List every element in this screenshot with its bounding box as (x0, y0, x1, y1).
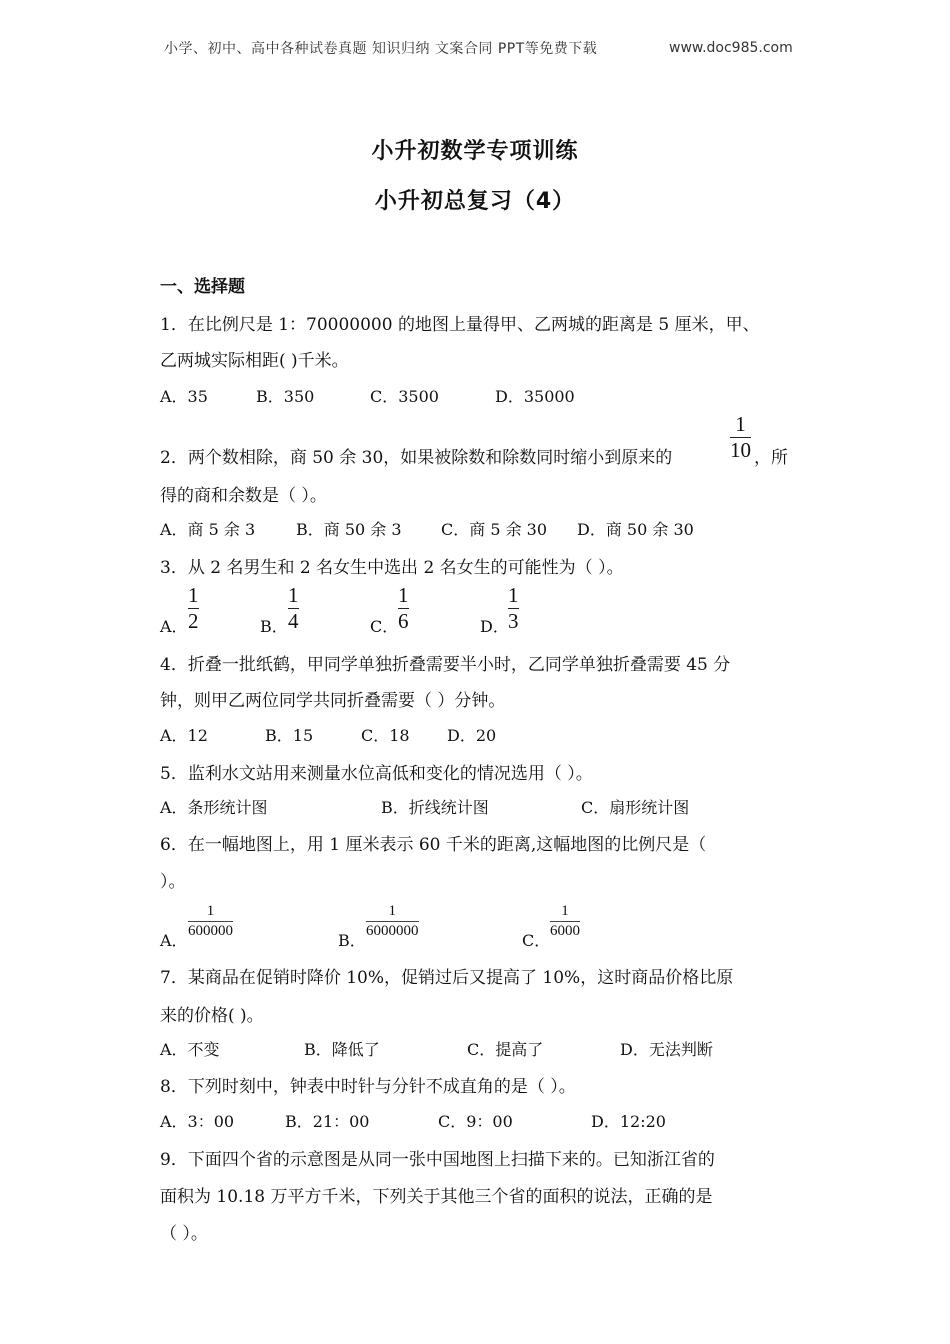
q2-option-c: C．商 5 余 30 (441, 520, 548, 539)
q4-text-line1: 4．折叠一批纸鹤，甲同学单独折叠需要半小时，乙同学单独折叠需要 45 分 (160, 655, 731, 675)
document-title: 小升初数学专项训练 (371, 139, 579, 164)
q1-text-line2: 乙两城实际相距( )千米。 (160, 351, 349, 371)
q7-text-line1: 7．某商品在促销时降价 10%，促销过后又提高了 10%，这时商品价格比原 (160, 968, 734, 988)
q2-option-d: D．商 50 余 30 (577, 520, 694, 539)
q7-option-d: D．无法判断 (620, 1040, 713, 1059)
q4-option-a: A．12 (160, 726, 208, 745)
q5-text-line1: 5．监利水文站用来测量水位高低和变化的情况选用（ ）。 (160, 764, 593, 784)
fraction-numerator: 1 (388, 903, 396, 919)
fraction-bar (366, 921, 419, 922)
q6-option-a-label: A． (160, 931, 188, 950)
q1-option-d: D．35000 (495, 387, 575, 406)
q7-option-a: A．不变 (160, 1040, 220, 1059)
q2-text-line1a: 2．两个数相除，商 50 余 30，如果被除数和除数同时缩小到原来的 (160, 448, 673, 468)
q8-option-a: A．3：00 (160, 1112, 235, 1131)
q6-option-b-fraction (366, 904, 419, 939)
q2-text-line1b: ，所 (754, 448, 788, 468)
fraction-denominator: 6 (398, 609, 409, 633)
q9-text-line1: 9．下面四个省的示意图是从同一张中国地图上扫描下来的。已知浙江省的 (160, 1150, 715, 1170)
q4-option-b: B．15 (265, 726, 314, 745)
section-heading: 一、选择题 (160, 277, 245, 297)
q6-text-line2: ）。 (160, 872, 186, 892)
q6-option-c-label: C． (522, 931, 551, 950)
q8-text-line1: 8．下列时刻中，钟表中时针与分针不成直角的是（ ）。 (160, 1077, 576, 1097)
q1-option-c: C．3500 (370, 387, 439, 406)
document-subtitle: 小升初总复习（4） (374, 189, 576, 214)
fraction-numerator: 1 (188, 583, 199, 607)
q5-option-b: B．折线统计图 (381, 798, 489, 817)
q5-option-a: A．条形统计图 (160, 798, 268, 817)
q3-option-d-fraction (508, 585, 519, 632)
fraction-denominator: 2 (188, 609, 199, 633)
page-header-site: www.doc985.com (669, 40, 793, 56)
fraction-numerator: 1 (288, 583, 299, 607)
fraction-numerator: 1 (398, 583, 409, 607)
q5-option-c: C．扇形统计图 (581, 798, 690, 817)
fraction-numerator: 1 (206, 903, 215, 919)
q3-text-line1: 3．从 2 名男生和 2 名女生中选出 2 名女生的可能性为（ ）。 (160, 558, 624, 578)
fraction-denominator: 4 (288, 609, 299, 633)
q8-option-d: D．12:20 (591, 1112, 666, 1131)
q8-option-c: C．9：00 (438, 1112, 513, 1131)
q6-option-a-fraction (188, 904, 233, 939)
q2-option-b: B．商 50 余 3 (296, 520, 402, 539)
q4-text-line2: 钟，则甲乙两位同学共同折叠需要（ ）分钟。 (160, 691, 506, 711)
q7-option-c: C．提高了 (467, 1040, 544, 1059)
q3-option-c-fraction (398, 585, 409, 632)
page-header-text: 小学、初中、高中各种试卷真题 知识归纳 文案合同 PPT等免费下载 (164, 41, 598, 57)
q6-text-line1: 6．在一幅地图上，用 1 厘米表示 60 千米的距离,这幅地图的比例尺是（ (160, 835, 707, 855)
q1-option-a: A．35 (160, 387, 208, 406)
q7-option-b: B．降低了 (304, 1040, 380, 1059)
fraction-bar (188, 921, 233, 922)
q1-option-b: B．350 (256, 387, 315, 406)
q2-option-a: A．商 5 余 3 (160, 520, 256, 539)
q3-option-c-label: C． (370, 617, 399, 636)
q2-text-line2: 得的商和余数是（ ）。 (160, 486, 327, 506)
q2-fraction-denominator: 10 (730, 438, 751, 462)
fraction-bar (550, 921, 580, 922)
q3-option-b-fraction (288, 585, 299, 632)
q7-text-line2: 来的价格( )。 (160, 1006, 264, 1026)
q3-option-d-label: D． (480, 617, 509, 636)
fraction-denominator: 6000000 (366, 923, 419, 939)
q2-fraction (730, 414, 751, 461)
q8-option-b: B．21：00 (285, 1112, 370, 1131)
q4-option-c: C．18 (361, 726, 410, 745)
fraction-denominator: 6000 (550, 923, 580, 939)
fraction-denominator: 600000 (188, 923, 233, 939)
q2-fraction-numerator: 1 (735, 412, 746, 436)
q9-text-line3: （ ）。 (160, 1224, 208, 1244)
fraction-denominator: 3 (508, 609, 519, 633)
q3-option-a-label: A． (160, 617, 188, 636)
fraction-numerator: 1 (508, 583, 519, 607)
q3-option-a-fraction (188, 585, 199, 632)
q9-text-line2: 面积为 10.18 万平方千米，下列关于其他三个省的面积的说法，正确的是 (160, 1187, 713, 1207)
q1-text-line1: 1．在比例尺是 1：70000000 的地图上量得甲、乙两城的距离是 5 厘米，甲、 (160, 315, 760, 335)
q4-option-d: D．20 (447, 726, 497, 745)
q6-option-b-label: B． (338, 931, 366, 950)
q3-option-b-label: B． (260, 617, 288, 636)
q6-option-c-fraction (550, 904, 580, 939)
fraction-numerator: 1 (561, 903, 569, 919)
